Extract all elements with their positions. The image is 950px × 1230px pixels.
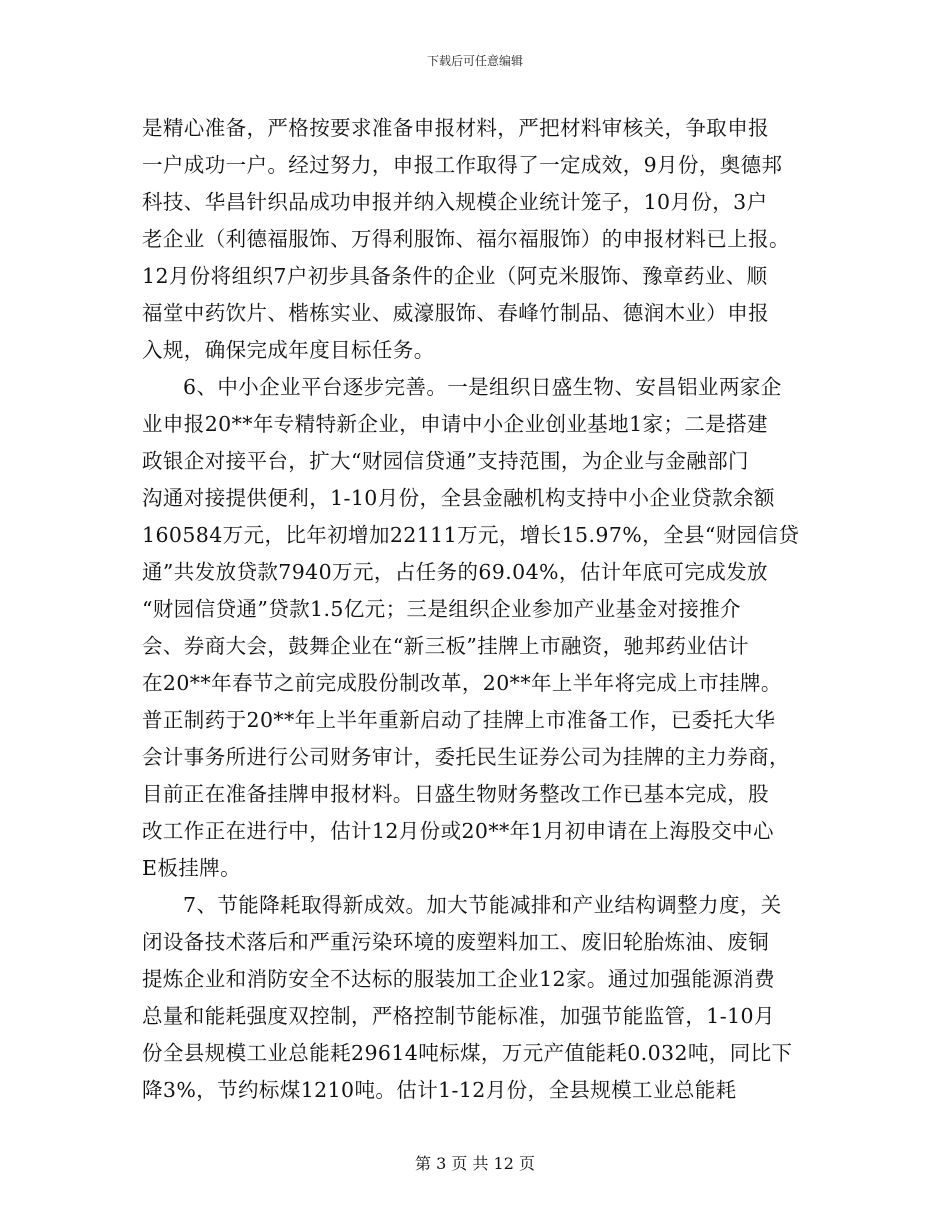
page-number-footer: 第 3 页 共 12 页 bbox=[415, 1154, 535, 1173]
page-header: 下载后可任意编辑 bbox=[426, 54, 523, 68]
body-line: 会计事务所进行公司财务审计，委托民生证券公司为挂牌的主力券商， bbox=[142, 745, 790, 769]
body-line: 提炼企业和消防安全不达标的服装加工企业12家。通过加强能源消费 bbox=[142, 967, 775, 991]
body-line: 政银企对接平台，扩大“财园信贷通”支持范围，为企业与金融部门 bbox=[142, 449, 749, 473]
paragraph-start-line: 6、中小企业平台逐步完善。一是组织日盛生物、安昌铝业两家企 bbox=[183, 375, 782, 399]
body-line: 业申报20**年专精特新企业，申请中小企业创业基地1家；二是搭建 bbox=[142, 412, 768, 436]
body-line: 闭设备技术落后和严重污染环境的废塑料加工、废旧轮胎炼油、废铜 bbox=[142, 930, 769, 954]
body-line: E板挂牌。 bbox=[142, 856, 241, 880]
body-line: 老企业（利德福服饰、万得利服饰、福尔福服饰）的申报材料已上报。 bbox=[142, 227, 790, 251]
document-body bbox=[142, 110, 808, 1109]
body-line: 在20**年春节之前完成股份制改革，20**年上半年将完成上市挂牌。 bbox=[142, 671, 782, 695]
body-line: 160584万元，比年初增加22111万元，增长15.97%，全县“财园信贷 bbox=[142, 523, 800, 547]
body-line: 普正制药于20**年上半年重新启动了挂牌上市准备工作，已委托大华 bbox=[142, 708, 776, 732]
body-line: 入规，确保完成年度目标任务。 bbox=[142, 338, 435, 362]
body-line: 总量和能耗强度双控制，严格控制节能标准，加强节能监管，1-10月 bbox=[142, 1004, 775, 1028]
body-line: 福堂中药饮片、楷栋实业、威濠服饰、春峰竹制品、德润木业）申报 bbox=[142, 301, 769, 325]
body-line: 一户成功一户。经过努力，申报工作取得了一定成效，9月份，奥德邦 bbox=[142, 153, 783, 177]
body-line: “财园信贷通”贷款1.5亿元；三是组织企业参加产业基金对接推介 bbox=[142, 597, 741, 621]
body-line: 12月份将组织7户初步具备条件的企业（阿克米服饰、豫章药业、顺 bbox=[142, 264, 768, 288]
body-line: 通”共发放贷款7940万元，占任务的69.04%，估计年底可完成发放 bbox=[142, 560, 768, 584]
paragraph-start-line: 7、节能降耗取得新成效。加大节能减排和产业结构调整力度，关 bbox=[183, 893, 782, 917]
body-line: 改工作正在进行中，估计12月份或20**年1月初申请在上海股交中心 bbox=[142, 819, 774, 843]
body-line: 是精心准备，严格按要求准备申报材料，严把材料审核关，争取申报 bbox=[142, 116, 769, 140]
body-line: 份全县规模工业总能耗29614吨标煤，万元产值能耗0.032吨，同比下 bbox=[142, 1041, 793, 1065]
body-line: 科技、华昌针织品成功申报并纳入规模企业统计笼子，10月份，3户 bbox=[142, 190, 768, 214]
body-line: 目前正在准备挂牌申报材料。日盛生物财务整改工作已基本完成，股 bbox=[142, 782, 769, 806]
body-line: 沟通对接提供便利，1-10月份，全县金融机构支持中小企业贷款余额 bbox=[142, 486, 775, 510]
body-line: 降3%，节约标煤1210吨。估计1-12月份，全县规模工业总能耗 bbox=[142, 1078, 737, 1102]
body-line: 会、券商大会，鼓舞企业在“新三板”挂牌上市融资，驰邦药业估计 bbox=[142, 634, 749, 658]
